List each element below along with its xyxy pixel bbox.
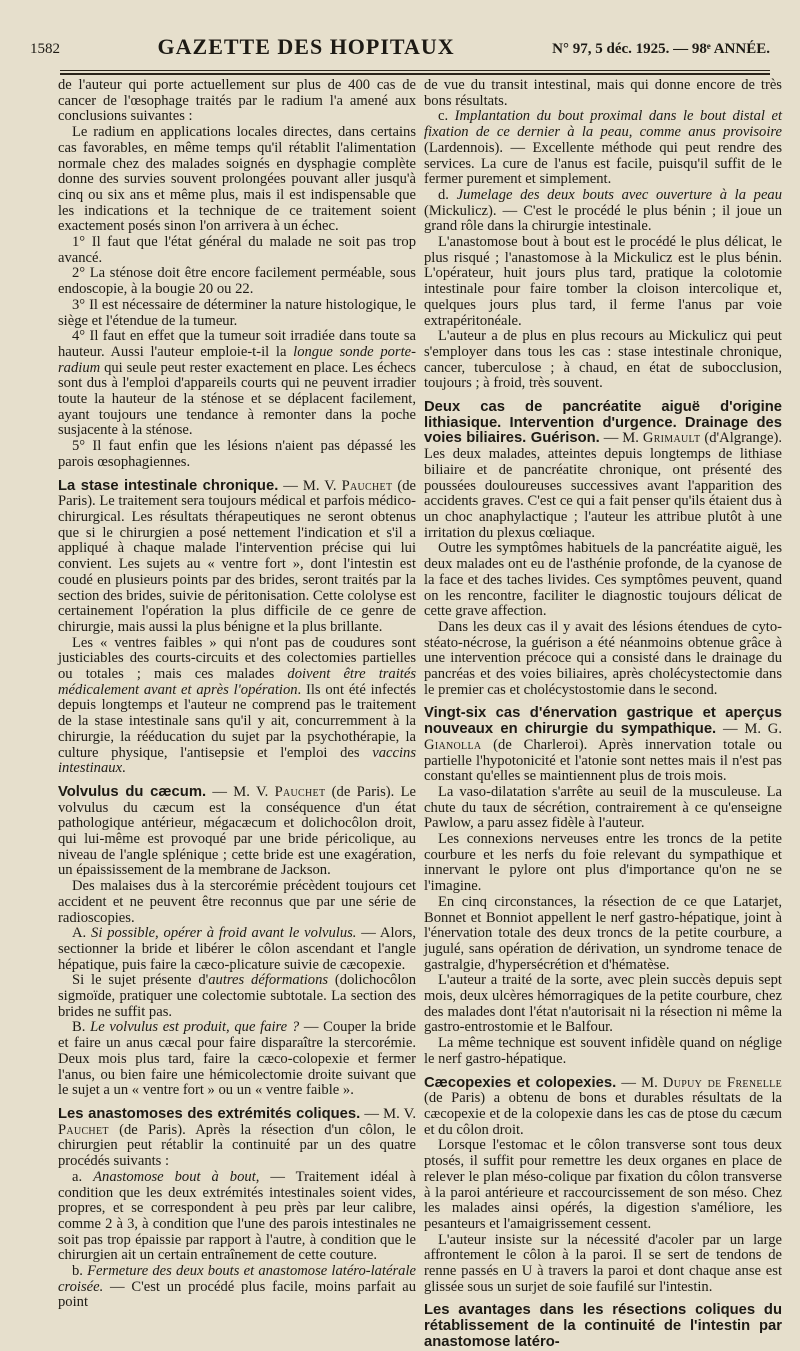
italic-run: Implantation du bout proximal dans le bout distal et fixation de ce dernier à la peau, comme anus provisoire <box>424 108 782 141</box>
paragraph: Des malaises dus à la stercorémie précèdent toujours cet accident et ne peuvent être reconnus que par une série de radioscopies. <box>58 878 416 926</box>
issue-info: N° 97, 5 déc. 1925. — 98ᵉ ANNÉE. <box>552 41 770 57</box>
section-paragraph <box>424 1303 782 1350</box>
paragraph: Le radium en applications locales directes, dans certains cas favorables, en même temps qu'il rétablit l'alimentation normale chez des malades soignés en dysphagie complète donne des survies souvent prolongées pouvant aller jusqu'à cinq ou six ans et même plus, mais il est indispensable que les indications et la technique de ce traitement soient exactement posés sinon l'on arrivera à un échec. <box>58 124 416 235</box>
header-rule-thick <box>60 73 770 75</box>
text-run: B. <box>72 1019 91 1036</box>
heading-separator: — M. <box>616 1074 663 1091</box>
section-heading: Vingt-six cas d'énervation gastrique et aperçus nouveaux en chirurgie du sympathique. <box>424 705 782 738</box>
text-run: (de Paris). Le traitement sera toujours médical et parfois médico-chirurgical. Les résultats thérapeutiques ne seront obtenus que si le chirurgien a posé nettement l'indication et s'il a appliqué à chaque malade l'intervention précise qui lui convient. Les sujets au « ventre fort », dont l'intestin est coudé en plusieurs points par des brides, seront traités par la section des brides, suivie de péritonisation. Cette cololyse est certainement l'opération la plus difficile de ce genre de chirurgie, mais aussi la plus bénigne et la plus brillante. <box>58 477 416 635</box>
paragraph: L'auteur insiste sur la nécessité d'acoler par un large affrontement le côlon à la paroi. Il se sert de tendons de renne passés en U à travers la paroi et dont chaque anse est glissée sous un surjet de soie faufilé sur l'intestin. <box>424 1231 782 1295</box>
page-number: 1582 <box>30 41 60 57</box>
text-run: (de Paris) a obtenu de bons et durables résultats de la cæcopexie et de la colopexie dans les cas de ptose du cæcum et du côlon droit. <box>424 1090 782 1138</box>
header-rule <box>60 70 770 71</box>
text-run: a. <box>72 1168 94 1185</box>
paragraph <box>424 188 782 235</box>
text-run: (de Charleroi). Après innervation totale ou partielle l'hypotonicité et l'atonie sont nettes mais il n'est pas constant qu'elles se maintiennent plus de trois mois. <box>424 736 782 785</box>
text-run: b. <box>72 1263 88 1280</box>
paragraph: L'anastomose bout à bout est le procédé le plus délicat, le plus risqué ; l'anastomose à la Mickulicz est le plus bénin. L'opérateur, huit jours plus tard, pratique la colotomie intestinale pour faire tomber la cloison intercolique et, quelques jours plus tard, il ferme l'anus par voie extrapéritonéale. <box>424 234 782 329</box>
paragraph <box>58 1020 416 1099</box>
paragraph: La même technique est souvent infidèle quand on néglige le nerf gastro-hépatique. <box>424 1035 782 1067</box>
paragraph: La vaso-dilatation s'arrête au seuil de la musculeuse. La chute du taux de sécrétion, contrairement à ce qu'enseigne Pawlow, a paru assez fidèle à l'auteur. <box>424 783 782 832</box>
text-run: (Mickulicz). — C'est le procédé le plus bénin ; il joue un grand rôle dans la chirurgie intestinale. <box>424 202 782 235</box>
paragraph <box>424 109 782 188</box>
text-run: Les « ventres faibles » qui n'ont pas de coudures sont justiciables des courts-circuits et des colectomies partielles ou totales ; mais ces malades <box>58 634 416 683</box>
paragraph <box>58 973 416 1020</box>
paragraph <box>58 1170 416 1264</box>
left-column <box>58 78 416 1311</box>
section-heading: Volvulus du cæcum. <box>58 783 207 800</box>
author-name: Grimault <box>642 430 701 447</box>
text-run: — C'est un procédé plus facile, moins parfait au point <box>58 1278 416 1311</box>
text-run: (de Paris). Après la résection d'un côlon, le chirurgien peut rétablir la continuité par un des quatre procédés suivants : <box>58 1121 416 1170</box>
italic-run: Jumelage des deux bouts avec ouverture à la peau <box>456 186 783 203</box>
paragraph: L'auteur a de plus en plus recours au Mickulicz qui peut s'employer dans tous les cas : stase intestinale chronique, cancer, tuberculose ; à chaud, en état de subocclusion, toujours ; à froid, très souvent. <box>424 328 782 392</box>
text-run: d. <box>438 186 457 203</box>
paragraph: Dans les deux cas il y avait des lésions étendues de cyto-stéato-nécrose, la guérison a été néanmoins obtenue grâce à une intervention précoce qui a consisté dans le drainage du pancréas et des voies biliaires, après cholécystectomie dans le premier cas et cholécystostomie dans le second. <box>424 618 782 698</box>
italic-run: Fermeture des deux bouts et anastomose latéro-latérale croisée. <box>58 1263 416 1295</box>
section-paragraph <box>424 1076 782 1139</box>
paragraph: 2° La sténose doit être encore facilement perméable, sous endoscopie, à la bougie 20 ou 22. <box>58 265 416 298</box>
text-run: (d'Algrange). Les deux malades, atteintes depuis longtemps de lithiase biliaire et de pancréatite chronique, ont présenté des poussées douloureuses successives avant l'apparition des accidents graves. C'est ce qui a fait penser qu'ils étaient dus à un choc anaphylactique ; l'auteur les attribue plutôt à une irritation du plexus cœliaque. <box>424 430 782 541</box>
section-paragraph <box>58 1107 416 1170</box>
italic-run: Anastomose bout à bout, <box>93 1168 260 1185</box>
italic-run: Si possible, opérer à froid avant le volvulus. <box>91 925 357 942</box>
italic-run: autres déformations <box>208 972 329 989</box>
author-name: Pauchet <box>58 1121 109 1138</box>
section-heading: Cæcopexies et colopexies. <box>424 1074 617 1091</box>
heading-separator: — M. <box>599 430 643 447</box>
page-header <box>30 20 770 72</box>
paragraph: Lorsque l'estomac et le côlon transverse sont tous deux ptosés, il suffit pour remettre les deux organes en place de relever le plan méso-colique par fixation du côlon transverse à la paroi antérieure et raccourcissement de son méso. Chez les malades ainsi opérés, la digestion s'améliore, les pesanteurs et l'amaigrissement cessent. <box>424 1137 782 1232</box>
paragraph <box>58 1264 416 1311</box>
text-run: qui seule peut rester exactement en place. Les échecs sont dus à l'emploi d'appareils courts qui ne peuvent irradier toute la hauteur de la sténose et se déplacent facilement, ayant toujours une tendance à remonter dans la poche susjacente à la sténose. <box>58 359 416 439</box>
text-run: c. <box>438 108 455 125</box>
paragraph: de l'auteur qui porte actuellement sur plus de 400 cas de cancer de l'œsophage traités par le radium l'a amené aux conclusions suivantes : <box>58 77 416 125</box>
right-column <box>424 78 782 1351</box>
text-run: A. <box>72 925 92 942</box>
journal-title: GAZETTE DES HOPITAUX <box>157 34 455 59</box>
paragraph <box>58 636 416 777</box>
heading-separator: — M. G. <box>716 721 782 738</box>
section-heading: Les avantages dans les résections coliques du rétablissement de la continuité de l'intestin par anastomose latéro- <box>424 1302 782 1350</box>
italic-run: longue sonde porte-radium <box>58 343 416 376</box>
text-run: — Couper la bride et faire un anus cæcal pour faire disparaître la stercorémie. Deux mois plus tard, faire la cæco-colopexie et fermer l'anus, ou bien faire une hémicolectomie droite suivant que le sujet a un « ventre fort » ou un « ventre faible ». <box>58 1019 416 1099</box>
text-run: — Traitement idéal à condition que les deux extrémités intestinales soient vides, propres, et se correspondent à peu près par leur calibre, comme 2 à 3, à condition que l'une des parois intestinales ne soit pas trop épaissie par rapport à l'autre, à condition que le chirurgien ait un certain entraînement de cette couture. <box>58 1168 416 1264</box>
text-run: (Lardennois). — Excellente méthode qui peut rendre des services. La cure de l'anus est facile, puisqu'il suffit de le fermer purement et simplement. <box>424 139 782 188</box>
section-paragraph <box>58 785 416 879</box>
heading-separator: — M. V. <box>278 477 342 494</box>
heading-separator: — M. V. <box>360 1106 416 1122</box>
paragraph: 1° Il faut que l'état général du malade ne soit pas trop avancé. <box>58 234 416 266</box>
text-run: . <box>122 760 126 777</box>
paragraph: 5° Il faut enfin que les lésions n'aient pas dépassé les parois œsophagiennes. <box>58 438 416 470</box>
paragraph: Les connexions nerveuses entre les troncs de la petite courbure et les nerfs du foie relevant du sympathique et innervant le pylore ont plus d'importance qu'on ne se l'imagine. <box>424 831 782 895</box>
heading-separator: — M. V. <box>206 783 275 800</box>
paragraph: 3° Il est nécessaire de déterminer la nature histologique, le siège et l'étendue de la tumeur. <box>58 296 416 329</box>
section-heading: Les anastomoses des extrémités coliques. <box>58 1106 361 1122</box>
paragraph <box>58 926 416 973</box>
text-run: 4° Il faut en effet que la tumeur soit irradiée dans toute sa hauteur. Aussi l'auteur emploie-t-il la <box>58 328 416 360</box>
italic-run: doivent être traités médicalement avant et après l'opération <box>58 666 416 698</box>
paragraph: Outre les symptômes habituels de la pancréatite aiguë, les deux malades ont eu de l'asthénie profonde, de la cyanose de la face et des taches livides. Ces symptômes peuvent, quand on les rencontre, faciliter le diagnostic toujours délicat de cette grave affection. <box>424 540 782 620</box>
italic-run: Le volvulus est produit, que faire ? <box>90 1019 300 1036</box>
paragraph: En cinq circonstances, la résection de ce que Latarjet, Bonnet et Bonniot appellent le nerf gastro-hépatique, joint à l'énervation totale des deux troncs de la petite courbure, a jugulé, sans opération de dérivation, un syndrome tenace de gastralgie, d'hypersécrétion et d'hématèse. <box>424 893 782 973</box>
text-run: Si le sujet présente d' <box>72 972 209 989</box>
section-paragraph <box>424 706 782 785</box>
author-name: Gianolla <box>424 736 482 753</box>
text-run: — Alors, sectionner la bride et libérer le côlon ascendant et l'angle hépatique, puis faire la cæco-plicature suivie de cæcopexie. <box>58 925 416 973</box>
paragraph: de vue du transit intestinal, mais qui donne encore de très bons résultats. <box>424 77 782 109</box>
author-name: Pauchet <box>274 783 326 800</box>
text-run: (de Paris). Le volvulus du cæcum est la conséquence d'un état pathologique antérieur, mégacæcum et dolichocôlon droit, qui lui-même est provoqué par une bride péricolique, au niveau de l'angle splénique ; cette bride est une exagération, un épaississement de la membrane de Jackson. <box>58 783 417 879</box>
paragraph <box>58 329 416 439</box>
paragraph: L'auteur a traité de la sorte, avec plein succès depuis sept mois, deux ulcères hémorragiques de la petite courbure, chez des malades dont l'état n'autorisait ni la résection ni même la gastro-entrostomie et le Balfour. <box>424 972 782 1036</box>
section-heading: Deux cas de pancréatite aiguë d'origine lithiasique. Intervention d'urgence. Drainage des voies biliaires. Guérison. <box>424 399 782 447</box>
author-name: Pauchet <box>341 477 393 494</box>
section-paragraph <box>424 400 782 541</box>
author-name: Dupuy de Frenelle <box>662 1074 782 1091</box>
text-run: (dolichocôlon sigmoïde, pratiquer une colectomie subtotale. La section des brides ne suffit pas. <box>58 972 416 1020</box>
italic-run: vaccins intestinaux <box>58 744 416 777</box>
section-heading: La stase intestinale chronique. <box>58 477 279 494</box>
section-paragraph <box>58 479 416 636</box>
text-run: . Ils ont été infectés depuis longtemps et l'auteur ne comprend pas le traitement de la stase intestinale sans qu'il y ait, concurremment à la chirurgie, la rééducation du sujet par la psychothérapie, la culture physique, l'antisepsie et l'emploi des <box>58 681 417 761</box>
